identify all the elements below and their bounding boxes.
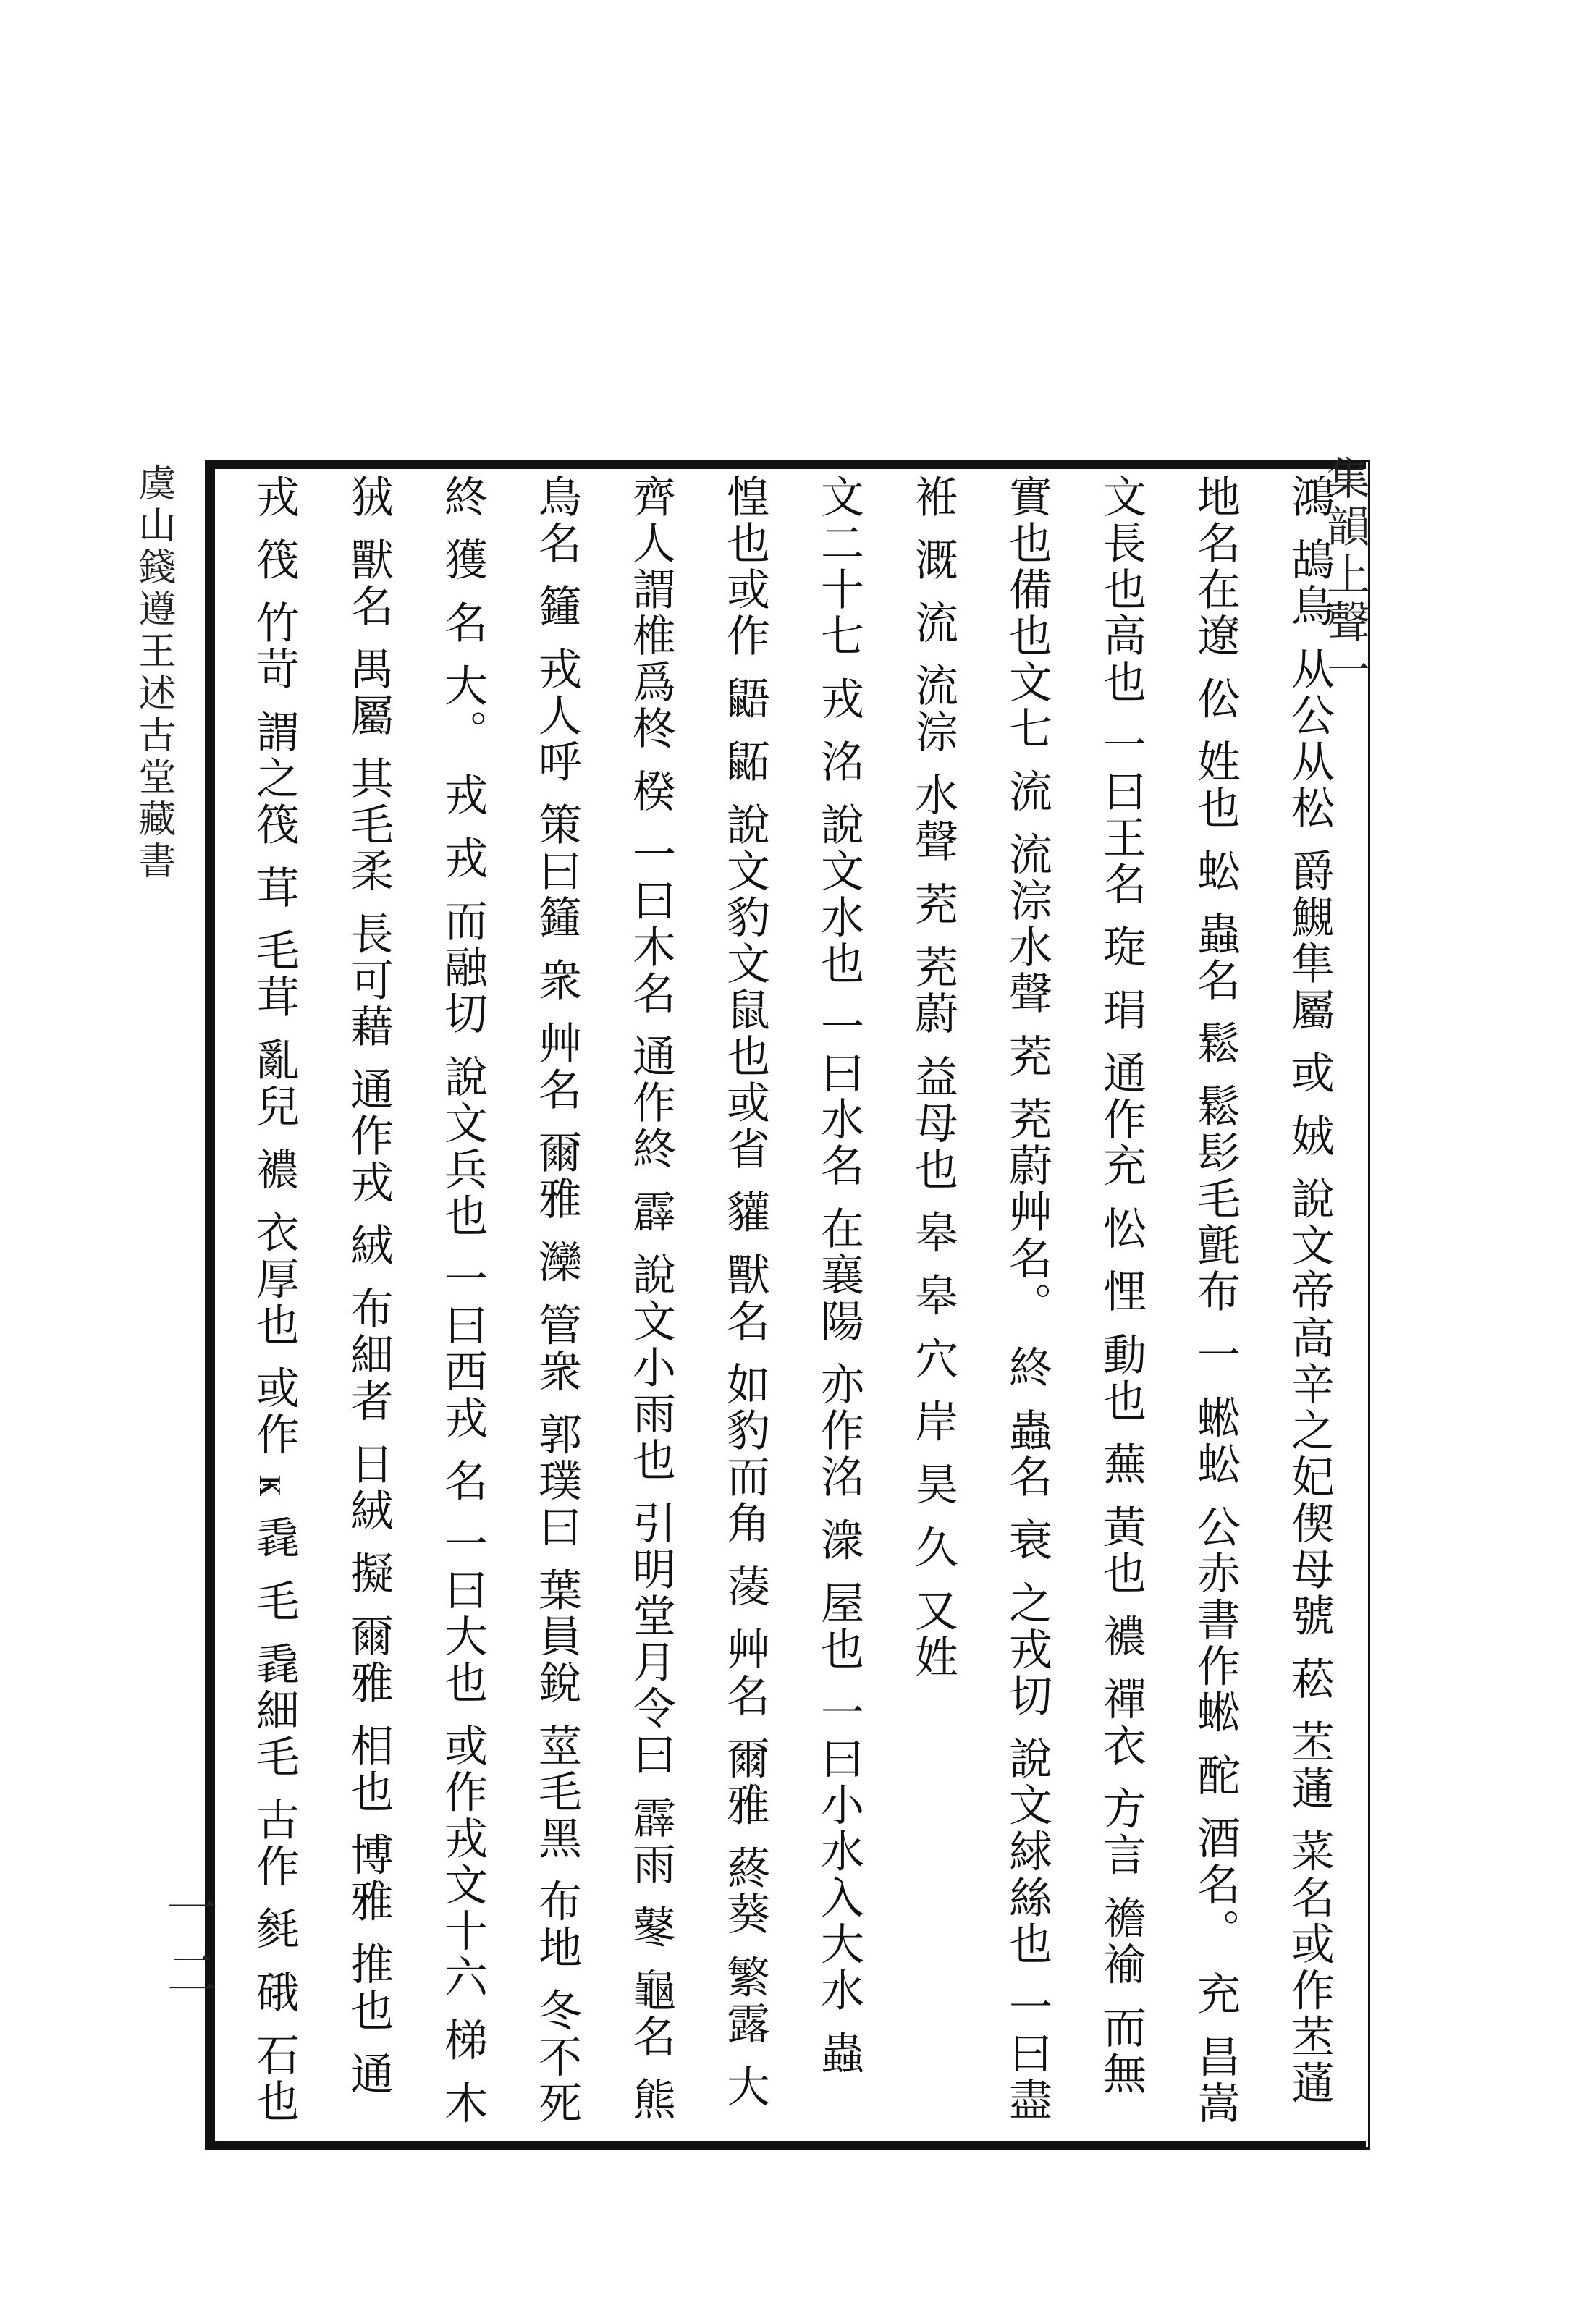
page-number: 一二 <box>159 1882 218 2012</box>
text-column: 地名在遼 伀 姓也 蚣 蟲名 鬆 鬆髟毛氈布 一 蜙蚣 公赤書作蜙 酡 酒名。 充 昌嵩 <box>1190 474 1241 2127</box>
text-column: 齊人謂椎爲柊 楑 一曰木名 通作終 霹 說文小雨也 引明堂月令曰 霹雨 鼕 龜名 熊 <box>625 474 676 2124</box>
text-column: 終 獲 名 大。 戎 戎 而融切 說文兵也 一曰西戎 名 一曰大也 或作戎文十六 梯 木 <box>437 474 488 2127</box>
page-header: 集韻上聲一 <box>1320 456 1370 695</box>
text-column: 文二十七 戎 洺 說文水也 一曰水名 在襄陽 亦作洺 潨 屋也 一曰小水入大水 蟲 <box>814 474 864 2077</box>
text-column: 狨 獸名 禺屬 其毛柔 長可藉 通作戎 絨 布細者 日絨 擬 爾雅 相也 博雅 推也 通 <box>343 474 394 2098</box>
text-columns <box>226 474 1355 2135</box>
text-column: 實也備也文七 流 流淙水聲 茺 茺蔚艸名。 終 蟲名 衰 之戎切 說文絿絲也 一曰盡 <box>1002 474 1052 2124</box>
text-column: 文長也高也 一曰王名 琁 琄 通作充 忪 悝 動也 蕪 黃也 襛 禪衣 方言 襜褕 而無 <box>1096 474 1147 2098</box>
text-column: 鳥名 籦 戎人呼 策曰籦 衆 艸名 爾雅 灤 管衆 郭璞曰 葉員銳 莖毛黑 布地 冬不死 <box>531 474 582 2127</box>
collection-label: 虞山錢遵王述古堂藏書 <box>132 463 175 883</box>
text-column: 鴻 鴣鳥 从公从松 爵䲅隼屬 或 娀 說文帝高辛之妃偰母號 菘 苤蓪 菜名或作苤蓪 <box>1284 474 1335 2107</box>
text-column: 戎 筏 竹苛 謂之筏 茸 毛茸 亂兒 襛 衣厚也 或作 ҝ 毳 毛 毳細毛 古作 毵 硪 石也 <box>249 474 300 2126</box>
text-column: 袵 溉 流 流淙 水聲 茺 茺蔚 益母也 皋 皋 穴 岸 昊 久 又姓 <box>908 474 958 1681</box>
text-column: 惶也或作 鼯 鼫 說文豹文鼠也或省 貛 獸名 如豹而角 蓤 艸名 爾雅 蔠葵 繁露 大 <box>719 474 770 2110</box>
